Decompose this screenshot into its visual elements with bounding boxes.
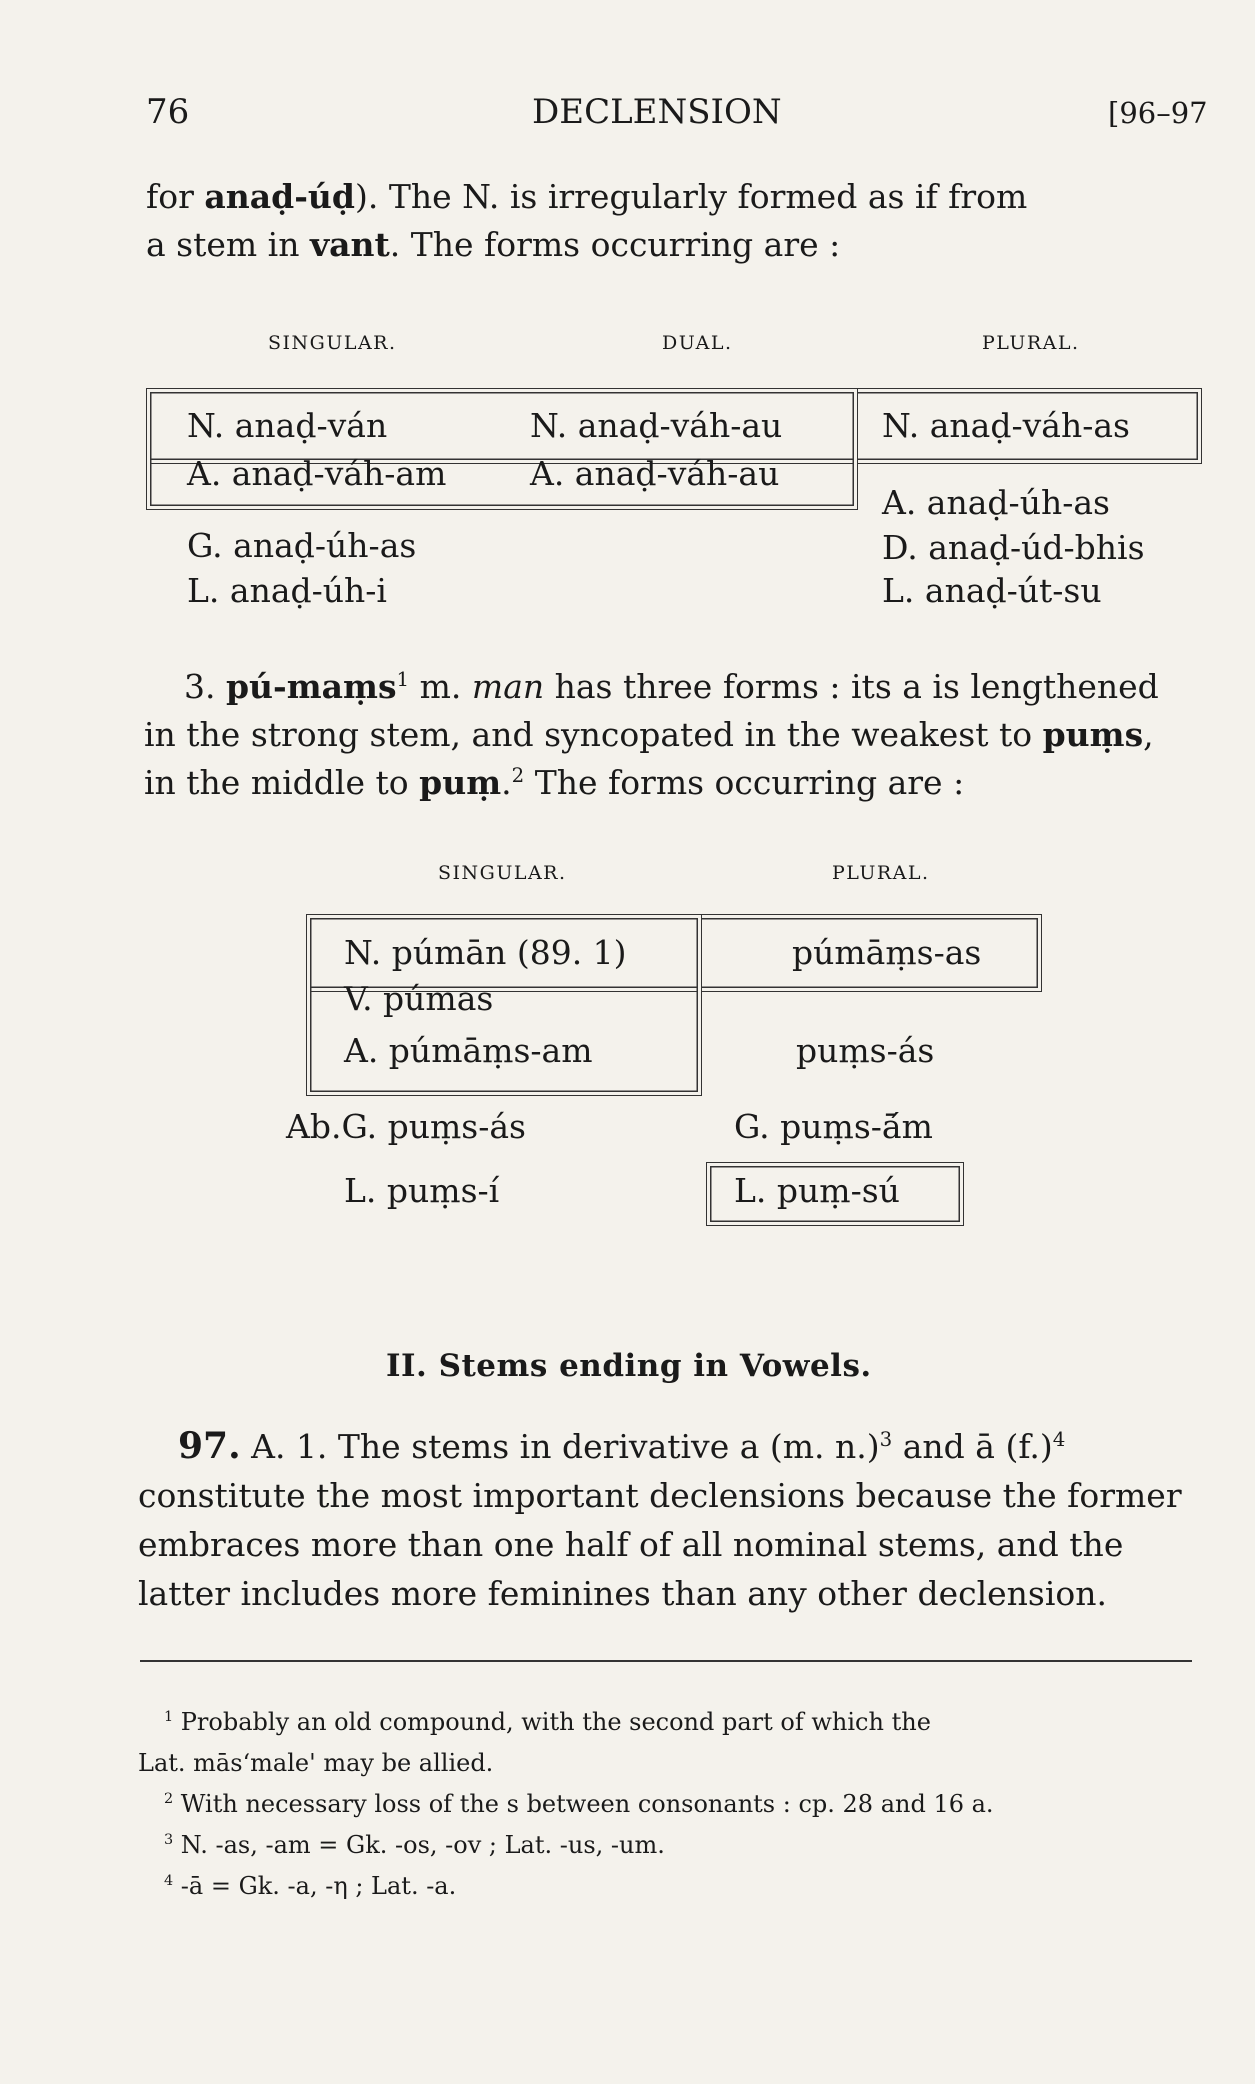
column-header-dual: DUAL. [662,332,733,354]
form-plural: L. anaḍ-út-su [882,571,1102,610]
headword: vant [309,225,390,264]
form-plural: G. puṃs-ā́m [734,1107,933,1146]
footnote-mark: 2 [164,1791,174,1807]
column-header-plural: PLURAL. [832,862,930,884]
footnote-text: -ā = Gk. -a, -η ; Lat. -a. [173,1872,457,1900]
form-singular: G. anaḍ-úh-as [187,526,417,565]
form-singular: N. púmān (89. 1) [344,933,627,972]
footnote-mark: 4 [164,1873,174,1889]
form-plural: púmāṃs-as [792,933,982,972]
column-header-singular: SINGULAR. [438,862,567,884]
text: The forms occurring are : [524,763,965,802]
para97-line-3: embraces more than one half of all nominal stems, and the [138,1525,1124,1564]
footnote-1-continued: Lat. māsʻmale' may be allied. [138,1749,494,1777]
footnote-mark: 3 [164,1832,174,1848]
running-title: DECLENSION [532,92,782,132]
text: m. [409,667,472,706]
text: ). The N. is irregularly formed as if from [354,177,1028,216]
para3-line-3 [144,758,964,807]
text: . [501,763,512,802]
text: in the middle to [144,763,420,802]
gloss: man [471,667,545,706]
form-singular: A. anaḍ-váh-am [187,454,447,493]
footnote-mark: 2 [511,764,525,787]
footnote-text: N. -as, -am = Gk. -os, -ov ; Lat. -us, -um. [173,1831,665,1859]
text: in the strong stem, and syncopated in the weakest to [144,715,1043,754]
form-dual: A. anaḍ-váh-au [530,454,780,493]
text: A. 1. The stems in derivative a (m. n.) [240,1427,880,1466]
form-plural: D. anaḍ-úd-bhis [882,528,1145,567]
text: , [1143,715,1154,754]
column-header-plural: PLURAL. [982,332,1080,354]
headword: puṃ [419,763,502,802]
text: a stem in [146,225,310,264]
form-dual: N. anaḍ-váh-au [530,406,783,445]
form-plural: A. anaḍ-úh-as [882,483,1110,522]
form-singular: L. puṃs-í [344,1171,500,1210]
form-plural: puṃs-ás [796,1031,935,1070]
text: and ā (f.) [892,1427,1053,1466]
footnote-text: Probably an old compound, with the second part of which the [173,1708,931,1736]
section-reference: [96–97 [1108,96,1208,130]
form-plural: L. puṃ-sú [734,1171,900,1210]
form-singular: A. púmāṃs-am [344,1031,593,1070]
para3-line-2 [144,710,1154,759]
para97-line-2: constitute the most important declensions because the former [138,1476,1182,1515]
form-singular: V. púmas [344,979,494,1018]
para97-line-1 [178,1422,1065,1471]
form-plural: N. anaḍ-váh-as [882,406,1130,445]
footnote-rule [140,1660,1192,1662]
footnote-mark: 1 [396,668,410,691]
headword: puṃs [1042,715,1144,754]
headword: anaḍ-úḍ [204,177,355,216]
footnote-2 [164,1784,994,1825]
text: for [146,177,205,216]
column-header-singular: SINGULAR. [268,332,397,354]
para3-line-1 [184,662,1159,711]
headword: pú-maṃs [225,667,397,706]
paragraph-number: 97. [178,1425,241,1467]
footnote-mark: 1 [164,1709,174,1725]
footnote-4 [164,1866,456,1907]
text: 3. [184,667,226,706]
intro-line-2 [146,220,840,269]
footnote-mark: 4 [1052,1428,1066,1451]
text: . The forms occurring are : [389,225,841,264]
para97-line-4: latter includes more feminines than any other declension. [138,1574,1108,1613]
footnote-text: With necessary loss of the s between consonants : cp. 28 and 16 a. [173,1790,994,1818]
text: has three forms : its a is lengthened [544,667,1159,706]
form-singular: Ab.G. puṃs-ás [286,1107,526,1146]
footnote-3 [164,1825,665,1866]
section-heading: II. Stems ending in Vowels. [386,1348,872,1384]
form-singular: L. anaḍ-úh-i [187,571,387,610]
form-singular: N. anaḍ-ván [187,406,388,445]
footnote-mark: 3 [879,1428,893,1451]
page-number: 76 [146,92,190,132]
intro-line-1 [146,172,1027,221]
footnote-1 [164,1702,931,1743]
